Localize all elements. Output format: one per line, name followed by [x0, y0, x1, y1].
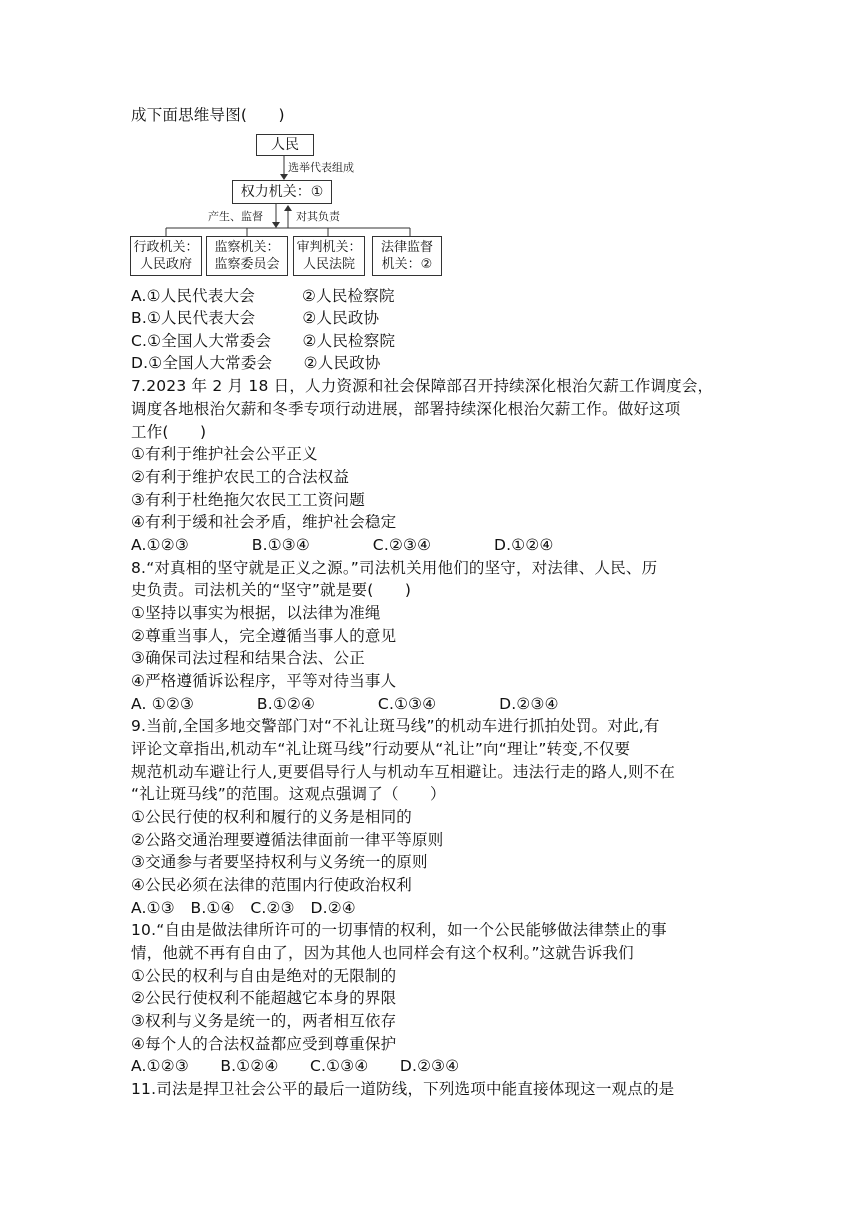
text-line: ①有利于维护社会公平正义: [131, 445, 318, 463]
judicial-organ-line1: 审判机关：: [296, 240, 362, 255]
legal-supervision-line1: 法律监督: [380, 240, 433, 255]
responsible-label: 对其负责: [296, 210, 340, 223]
text-line: ②有利于维护农民工的合法权益: [131, 468, 350, 486]
text-line: ③有利于杜绝拖欠农民工工资问题: [131, 491, 365, 509]
text-line: 史负责。司法机关的“坚守”就是要( ): [131, 581, 412, 599]
legal-supervision-organ-box: [372, 236, 442, 276]
text-line: 评论文章指出,机动车“礼让斑马线”行动要从“礼让”向“理让”转变,不仅要: [131, 740, 631, 758]
text-line: A.①②③ B.①③④ C.②③④ D.①②④: [131, 536, 554, 554]
admin-organ-line1: 行政机关：: [133, 240, 199, 255]
text-line: A.①人民代表大会 ②人民检察院: [131, 287, 395, 305]
mind-map-diagram: [128, 132, 448, 280]
text-line: ②尊重当事人，完全遵循当事人的意见: [131, 627, 397, 645]
text-line: ②公民行使权利不能超越它本身的界限: [131, 989, 397, 1007]
power-organ-box: 权力机关：①: [232, 180, 332, 204]
text-line: ④严格遵循诉讼程序，平等对待当事人: [131, 672, 397, 690]
produce-supervise-label: 产生、监督: [208, 210, 263, 223]
text-line: 9.当前,全国多地交警部门对“不礼让斑马线”的机动车进行抓拍处罚。对此,有: [131, 717, 660, 735]
text-line: A.①③ B.①④ C.②③ D.②④: [131, 899, 356, 917]
intro-line: 成下面思维导图( ): [131, 106, 285, 124]
text-line: ①公民的权利与自由是绝对的无限制的: [131, 967, 397, 985]
text-line: ③确保司法过程和结果合法、公正: [131, 649, 365, 667]
text-line: ③交通参与者要坚持权利与义务统一的原则: [131, 853, 428, 871]
legal-supervision-line2: 机关：②: [381, 257, 433, 272]
judicial-organ-line2: 人民法院: [302, 257, 355, 272]
text-line: ④公民必须在法律的范围内行使政治权利: [131, 876, 412, 894]
supervisory-organ-box: [206, 236, 288, 276]
text-line: 10.“自由是做法律所许可的一切事情的权利，如一个公民能够做法律禁止的事: [131, 921, 667, 939]
text-line: 11.司法是捍卫社会公平的最后一道防线，下列选项中能直接体现这一观点的是: [131, 1080, 675, 1098]
text-line: 规范机动车避让行人,更要倡导行人与机动车互相避让。违法行走的路人,则不在: [131, 763, 676, 781]
text-line: A.①②③ B.①②④ C.①③④ D.②③④: [131, 1057, 460, 1075]
text-line: C.①全国人大常委会 ②人民检察院: [131, 332, 396, 350]
text-line: 情，他就不再有自由了，因为其他人也同样会有这个权利。”这就告诉我们: [131, 944, 634, 962]
text-line: D.①全国人大常委会 ②人民政协: [131, 354, 381, 372]
people-box: 人民: [256, 134, 314, 156]
supervisory-organ-line2: 监察委员会: [214, 257, 280, 272]
admin-organ-box: [130, 236, 202, 276]
text-line: ③权利与义务是统一的，两者相互依存: [131, 1012, 397, 1030]
text-line: ④有利于缓和社会矛盾，维护社会稳定: [131, 513, 397, 531]
text-line: 调度各地根治欠薪和冬季专项行动进展，部署持续深化根治欠薪工作。做好这项: [131, 400, 681, 418]
admin-organ-line2: 人民政府: [139, 257, 192, 272]
elect-label: 选举代表组成: [288, 161, 354, 174]
text-line: 8.“对真相的坚守就是正义之源。”司法机关用他们的坚守，对法律、人民、历: [131, 559, 658, 577]
text-line: “礼让斑马线”的范围。这观点强调了（ ）: [131, 785, 446, 803]
text-line: ②公路交通治理要遵循法律面前一律平等原则: [131, 831, 444, 849]
text-line: ④每个人的合法权益都应受到尊重保护: [131, 1035, 397, 1053]
text-line: B.①人民代表大会 ②人民政协: [131, 309, 380, 327]
text-line: 工作( ): [131, 423, 207, 441]
supervisory-organ-line1: 监察机关：: [214, 240, 280, 255]
text-line: 7.2023 年 2 月 18 日，人力资源和社会保障部召开持续深化根治欠薪工作调度会，: [131, 377, 714, 395]
text-line: ①公民行使的权利和履行的义务是相同的: [131, 808, 412, 826]
text-line: A. ①②③ B.①②④ C.①③④ D.②③④: [131, 695, 559, 713]
text-line: ①坚持以事实为根据，以法律为准绳: [131, 604, 381, 622]
judicial-organ-box: [293, 236, 365, 276]
